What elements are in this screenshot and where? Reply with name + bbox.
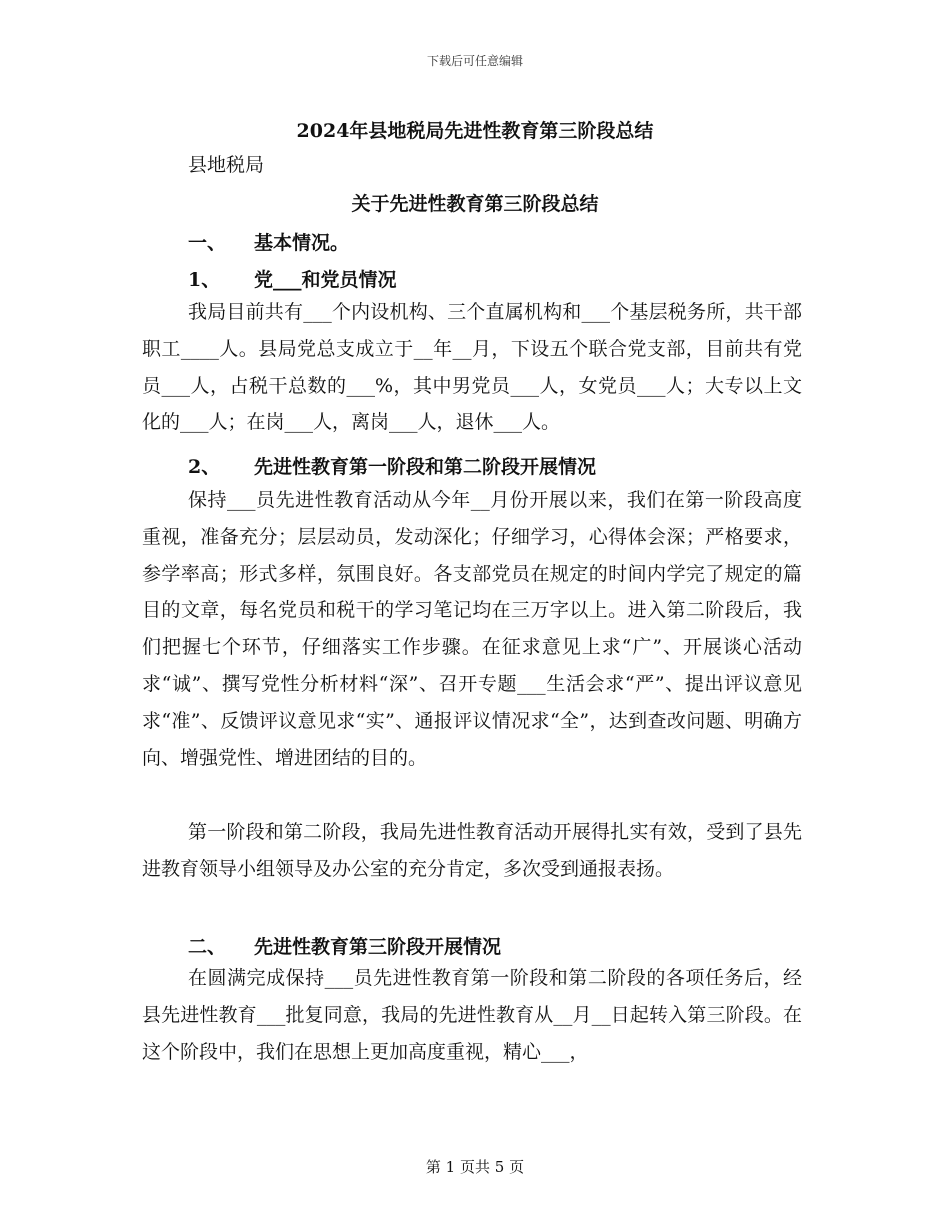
paragraph-stage-three: 在圆满完成保持___员先进性教育第一阶段和第二阶段的各项任务后，经县先进性教育___批复同意，我局的先进性教育从__月__日起转入第三阶段。在这个阶段中，我们在思想上更加高度重视，精心___， bbox=[142, 967, 802, 1063]
section-title: 党___和党员情况 bbox=[254, 269, 397, 291]
header-note: 下载后可任意编辑 bbox=[426, 54, 523, 68]
section-title: 先进性教育第三阶段开展情况 bbox=[254, 936, 502, 958]
document-subtitle: 关于先进性教育第三阶段总结 bbox=[351, 193, 599, 215]
section-number: 1、 bbox=[188, 269, 221, 291]
section-heading-2 bbox=[188, 932, 501, 959]
section-number: 一、 bbox=[188, 232, 227, 254]
page-footer: 第 1 页共 5 页 bbox=[425, 1158, 525, 1176]
paragraph-basic-info: 我局目前共有___个内设机构、三个直属机构和___个基层税务所，共干部职工____人。县局党总支成立于__年__月，下设五个联合党支部，目前共有党员___人，占税干总数的___%，其中男党员___人，女党员___人；大专以上文化的___人；在岗___人，离岗___人，退休___人。 bbox=[142, 301, 802, 434]
paragraph-stage-one-two: 保持___员先进性教育活动从今年__月份开展以来，我们在第一阶段高度重视，准备充分；层层动员，发动深化；仔细学习，心得体会深；严格要求，参学率高；形式多样，氛围良好。各支部党员在规定的时间内学完了规定的篇目的文章，每名党员和税干的学习笔记均在三万字以上。进入第二阶段后，我们把握七个环节，仔细落实工作步骤。在征求意见上求“广”、开展谈心活动求“诚”、撰写党性分析材料“深”、召开专题___生活会求“严”、提出评议意见求“准”、反馈评议意见求“实”、通报评议情况求“全”，达到查改问题、明确方向、增强党性、增进团结的目的。 bbox=[142, 489, 802, 769]
section-number: 2、 bbox=[188, 456, 221, 478]
organization-name: 县地税局 bbox=[188, 154, 265, 176]
section-title: 基本情况。 bbox=[254, 232, 350, 254]
section-heading-1-2 bbox=[188, 452, 596, 479]
section-title: 先进性教育第一阶段和第二阶段开展情况 bbox=[254, 456, 597, 478]
section-heading-1 bbox=[188, 228, 349, 255]
section-number: 二、 bbox=[188, 936, 227, 958]
document-title: 2024年县地税局先进性教育第三阶段总结 bbox=[296, 120, 654, 142]
section-heading-1-1 bbox=[188, 265, 397, 292]
paragraph-recognition: 第一阶段和第二阶段，我局先进性教育活动开展得扎实有效，受到了县先进教育领导小组领导及办公室的充分肯定，多次受到通报表扬。 bbox=[142, 821, 802, 880]
